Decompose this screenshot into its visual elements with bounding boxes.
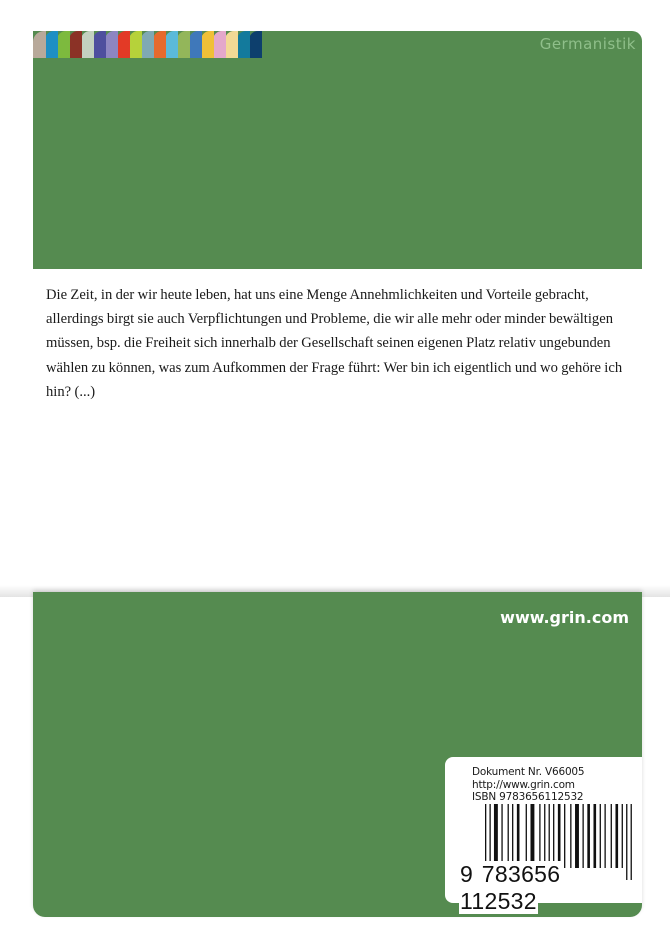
color-tab <box>237 31 250 58</box>
color-tab <box>105 31 118 58</box>
color-tab <box>117 31 130 58</box>
website-link[interactable]: www.grin.com <box>500 608 629 627</box>
color-tab <box>153 31 166 58</box>
blurb-text: Die Zeit, in der wir heute leben, hat uns eine Menge Annehmlichkeiten und Vorteile gebracht, allerdings birgt sie auch Verpflichtungen und Probleme, die wir alle mehr oder minder bewältigen müssen, bsp. die Freiheit sich innerhalb der Gesellschaft seinen eigenen Platz relativ ungebunden wählen zu können, was zum Aufkommen der Frage führt: Wer bin ich eigentlich und wo gehöre ich hin? (...) <box>46 287 623 400</box>
color-tab <box>177 31 190 58</box>
document-number: Dokument Nr. V66005 <box>472 766 585 778</box>
color-tab <box>129 31 142 58</box>
barcode-digits <box>459 861 642 915</box>
color-tab <box>69 31 82 58</box>
publisher-url[interactable]: http://www.grin.com <box>472 778 575 791</box>
barcode-digit-group1: 783656 <box>481 861 561 887</box>
color-tab <box>213 31 226 58</box>
color-tab <box>165 31 178 58</box>
cover-top-panel <box>33 31 642 269</box>
color-tab <box>249 31 262 58</box>
color-tab <box>45 31 58 58</box>
barcode-digit-group2: 112532 <box>460 888 537 914</box>
color-tabs <box>33 31 261 58</box>
color-tab <box>141 31 154 58</box>
color-tab <box>33 31 46 58</box>
color-tab <box>201 31 214 58</box>
color-tab <box>225 31 238 58</box>
color-tab <box>93 31 106 58</box>
barcode-digit-first: 9 <box>460 861 474 887</box>
color-tab <box>189 31 202 58</box>
color-tab <box>81 31 94 58</box>
barcode-box <box>445 757 642 914</box>
isbn: ISBN 9783656112532 <box>472 791 584 804</box>
color-tab <box>57 31 70 58</box>
barcode-meta <box>472 766 584 804</box>
subject-label: Germanistik <box>539 35 636 53</box>
